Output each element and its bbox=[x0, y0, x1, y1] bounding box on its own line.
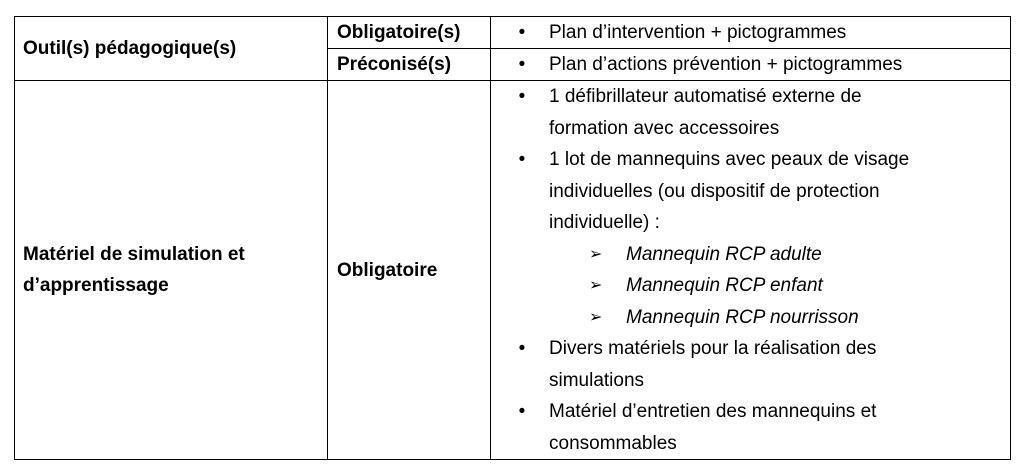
arrow-bullet-icon: ➢ bbox=[589, 245, 603, 263]
bullet-icon: • bbox=[518, 22, 526, 43]
list-item: • Plan d’actions prévention + pictogrammes bbox=[491, 49, 1011, 81]
bullet-icon: • bbox=[518, 149, 526, 170]
bullet-icon: • bbox=[518, 54, 526, 75]
level-obligatoires: Obligatoire(s) bbox=[328, 17, 491, 49]
list-item: • Matériel d’entretien des mannequins et consommables bbox=[491, 396, 1010, 459]
bullet-icon: • bbox=[518, 401, 526, 422]
table-row bbox=[15, 81, 1011, 460]
list-item: • Divers matériels pour la réalisation des simulations bbox=[491, 333, 1010, 396]
table-row bbox=[15, 17, 1011, 49]
list-item: • 1 défibrillateur automatisé externe de formation avec accessoires bbox=[491, 81, 1010, 144]
bullet-icon: • bbox=[518, 86, 526, 107]
sub-list-item: ➢ Mannequin RCP adulte bbox=[491, 239, 1010, 271]
row-label-outils: Outil(s) pédagogique(s) bbox=[15, 17, 328, 81]
level-preconises: Préconisé(s) bbox=[328, 49, 491, 81]
row-label-materiel: Matériel de simulation et d’apprentissage bbox=[15, 81, 328, 460]
materials-list bbox=[491, 81, 1011, 460]
sub-list-item: ➢ Mannequin RCP nourrisson bbox=[491, 302, 1010, 334]
equipment-table bbox=[14, 16, 1011, 460]
level-obligatoire: Obligatoire bbox=[328, 81, 491, 460]
sub-list-item: ➢ Mannequin RCP enfant bbox=[491, 270, 1010, 302]
arrow-bullet-icon: ➢ bbox=[589, 308, 603, 326]
arrow-bullet-icon: ➢ bbox=[589, 277, 603, 294]
list-item: • 1 lot de mannequins avec peaux de visage individuelles (ou dispositif de protection individuelle) : bbox=[491, 144, 1010, 239]
list-item: • Plan d’intervention + pictogrammes bbox=[491, 17, 1011, 49]
bullet-icon: • bbox=[518, 338, 526, 359]
